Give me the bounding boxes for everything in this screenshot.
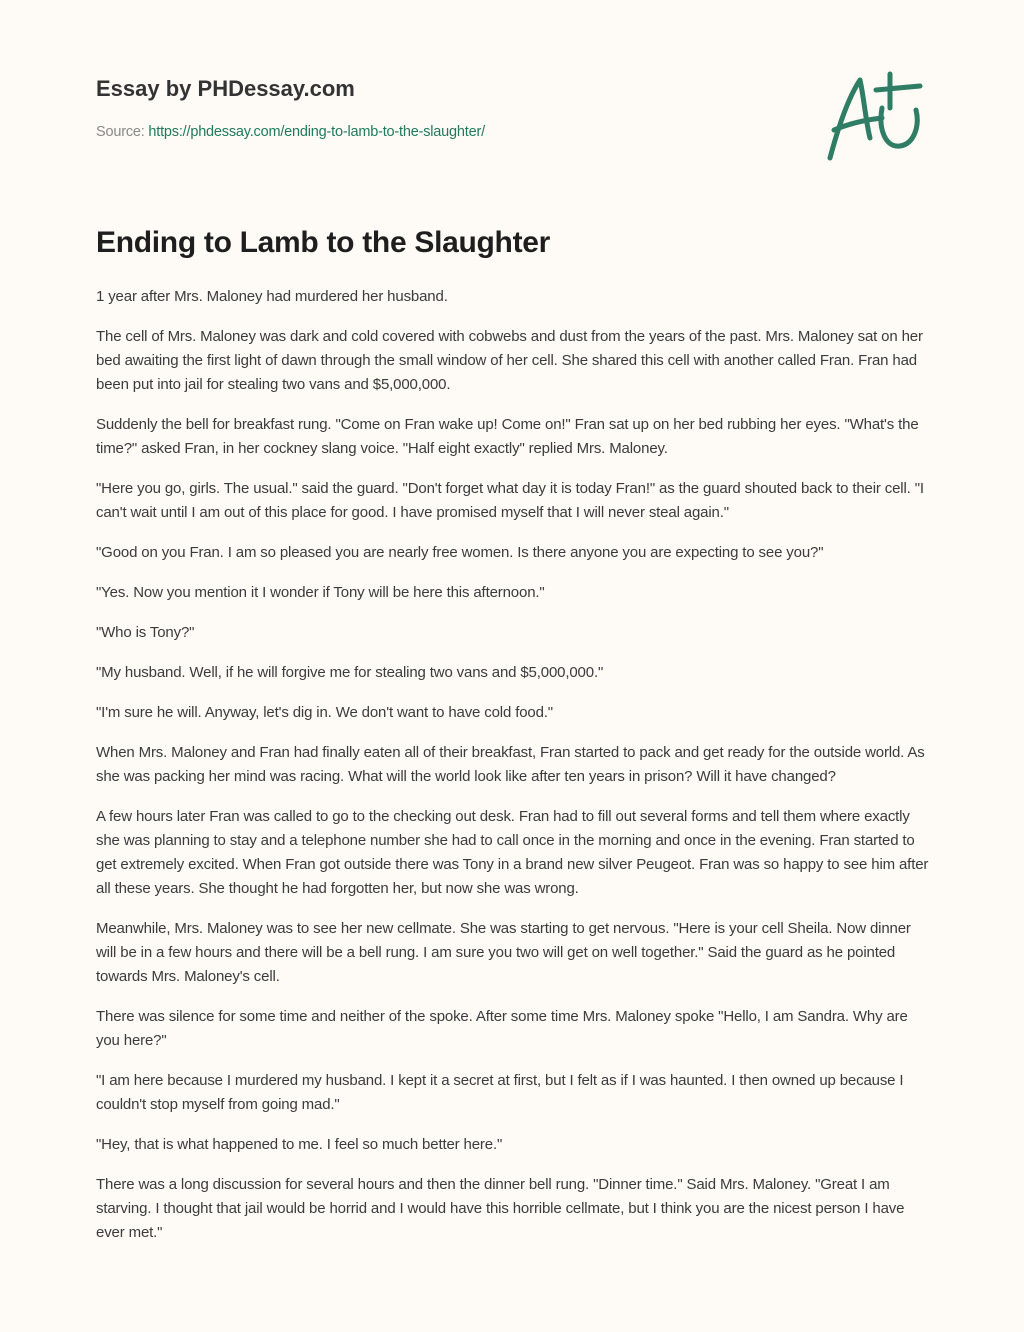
paragraph: There was silence for some time and neither of the spoke. After some time Mrs. Maloney spoke "Hello, I am Sandra. Why are you here?" xyxy=(96,1008,908,1049)
paragraph: "Good on you Fran. I am so pleased you are nearly free women. Is there anyone you are expecting to see you?" xyxy=(96,544,824,561)
paragraph: The cell of Mrs. Maloney was dark and cold covered with cobwebs and dust from the years of the past. Mrs. Maloney sat on her bed awaiting the first light of dawn through the small window of her cell. She shared this cell with another called Fran. Fran had been put into jail for stealing two vans and $5,000,000. xyxy=(96,328,923,393)
paragraph: Meanwhile, Mrs. Maloney was to see her new cellmate. She was starting to get nervous. "Here is your cell Sheila. Now dinner will be in a few hours and there will be a bell rung. I am sure you two will get on well together." Said the guard as he pointed towards Mrs. Maloney's cell. xyxy=(96,920,911,985)
a-plus-logo-icon xyxy=(820,68,930,164)
paragraph: "Hey, that is what happened to me. I feel so much better here." xyxy=(96,1136,503,1153)
paragraph: "Here you go, girls. The usual." said the guard. "Don't forget what day it is today Fran!" as the guard shouted back to their cell. "I can't wait until I am out of this place for good. I have promised myself that I will never steal again." xyxy=(96,480,924,521)
source-line xyxy=(96,124,485,140)
paragraph: A few hours later Fran was called to go to the checking out desk. Fran had to fill out several forms and tell them where exactly she was planning to stay and a telephone number she had to call once in the morning and once in the evening. Fran started to get extremely excited. When Fran got outside there was Tony in a brand new silver Peugeot. Fran was so happy to see him after all these years. She thought he had forgotten her, but now she was wrong. xyxy=(96,808,929,897)
paragraph: "My husband. Well, if he will forgive me for stealing two vans and $5,000,000." xyxy=(96,664,604,681)
brand-title: Essay by PHDessay.com xyxy=(96,76,355,101)
paragraph: "Who is Tony?" xyxy=(96,624,195,641)
paragraph: 1 year after Mrs. Maloney had murdered her husband. xyxy=(96,288,448,305)
article-body xyxy=(96,285,930,1261)
paragraph: Suddenly the bell for breakfast rung. "Come on Fran wake up! Come on!" Fran sat up on her bed rubbing her eyes. "What's the time?" asked Fran, in her cockney slang voice. "Half eight exactly" replied Mrs. Maloney. xyxy=(96,416,919,457)
paragraph: There was a long discussion for several hours and then the dinner bell rung. "Dinner time." Said Mrs. Maloney. "Great I am starving. I thought that jail would be horrid and I would have this horrible cellmate, but I think you are the nicest person I have ever met." xyxy=(96,1176,905,1241)
article-title: Ending to Lamb to the Slaughter xyxy=(96,226,551,259)
source-label: Source: xyxy=(96,124,149,140)
paragraph: "I'm sure he will. Anyway, let's dig in. We don't want to have cold food." xyxy=(96,704,553,721)
paragraph: "Yes. Now you mention it I wonder if Tony will be here this afternoon." xyxy=(96,584,545,601)
paragraph: "I am here because I murdered my husband. I kept it a secret at first, but I felt as if I was haunted. I then owned up because I couldn't stop myself from going mad." xyxy=(96,1072,904,1113)
paragraph: When Mrs. Maloney and Fran had finally eaten all of their breakfast, Fran started to pack and get ready for the outside world. As she was packing her mind was racing. What will the world look like after ten years in prison? Will it have changed? xyxy=(96,744,925,785)
source-link[interactable]: https://phdessay.com/ending-to-lamb-to-the-slaughter/ xyxy=(148,124,485,140)
